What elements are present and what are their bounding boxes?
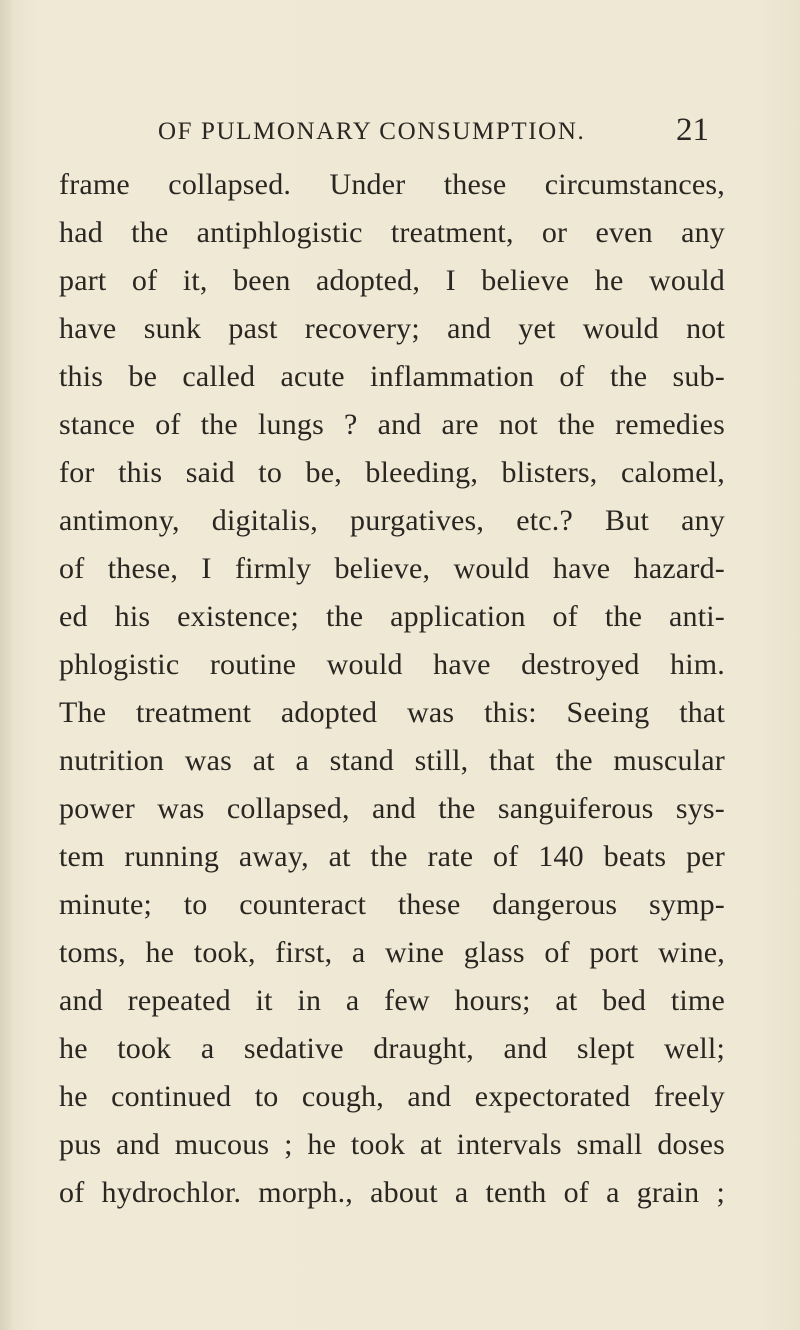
text-line: had the antiphlogistic treatment, or even any (59, 216, 725, 249)
text-line: pus and mucous ; he took at intervals small doses (59, 1128, 725, 1161)
text-line: nutrition was at a stand still, that the muscular (59, 744, 725, 777)
text-line: minute; to counteract these dangerous symp- (59, 888, 725, 921)
text-line: part of it, been adopted, I believe he would (59, 264, 725, 297)
text-line: this be called acute inflammation of the sub- (59, 360, 725, 393)
text-line: have sunk past recovery; and yet would not (59, 312, 725, 345)
page-header (0, 112, 800, 152)
text-line: of these, I firmly believe, would have hazard- (59, 552, 725, 585)
text-line: and repeated it in a few hours; at bed time (59, 984, 725, 1017)
running-head: OF PULMONARY CONSUMPTION. (158, 118, 586, 145)
text-line: power was collapsed, and the sanguiferous sys- (59, 792, 725, 825)
text-line: ed his existence; the application of the anti- (59, 600, 725, 633)
text-line: tem running away, at the rate of 140 beats per (59, 840, 725, 873)
text-line: toms, he took, first, a wine glass of port wine, (59, 936, 725, 969)
text-line: of hydrochlor. morph., about a tenth of a grain ; (59, 1176, 725, 1209)
text-line: frame collapsed. Under these circumstances, (59, 168, 725, 201)
body-text (59, 161, 725, 1217)
text-line: phlogistic routine would have destroyed him. (59, 648, 725, 681)
page-number: 21 (676, 112, 709, 148)
gutter-shadow (0, 0, 14, 1330)
text-line: The treatment adopted was this: Seeing that (59, 696, 725, 729)
text-line: antimony, digitalis, purgatives, etc.? But any (59, 504, 725, 537)
text-line: he continued to cough, and expectorated freely (59, 1080, 725, 1113)
text-line: stance of the lungs ? and are not the remedies (59, 408, 725, 441)
text-line: he took a sedative draught, and slept well; (59, 1032, 725, 1065)
text-line: for this said to be, bleeding, blisters, calomel, (59, 456, 725, 489)
